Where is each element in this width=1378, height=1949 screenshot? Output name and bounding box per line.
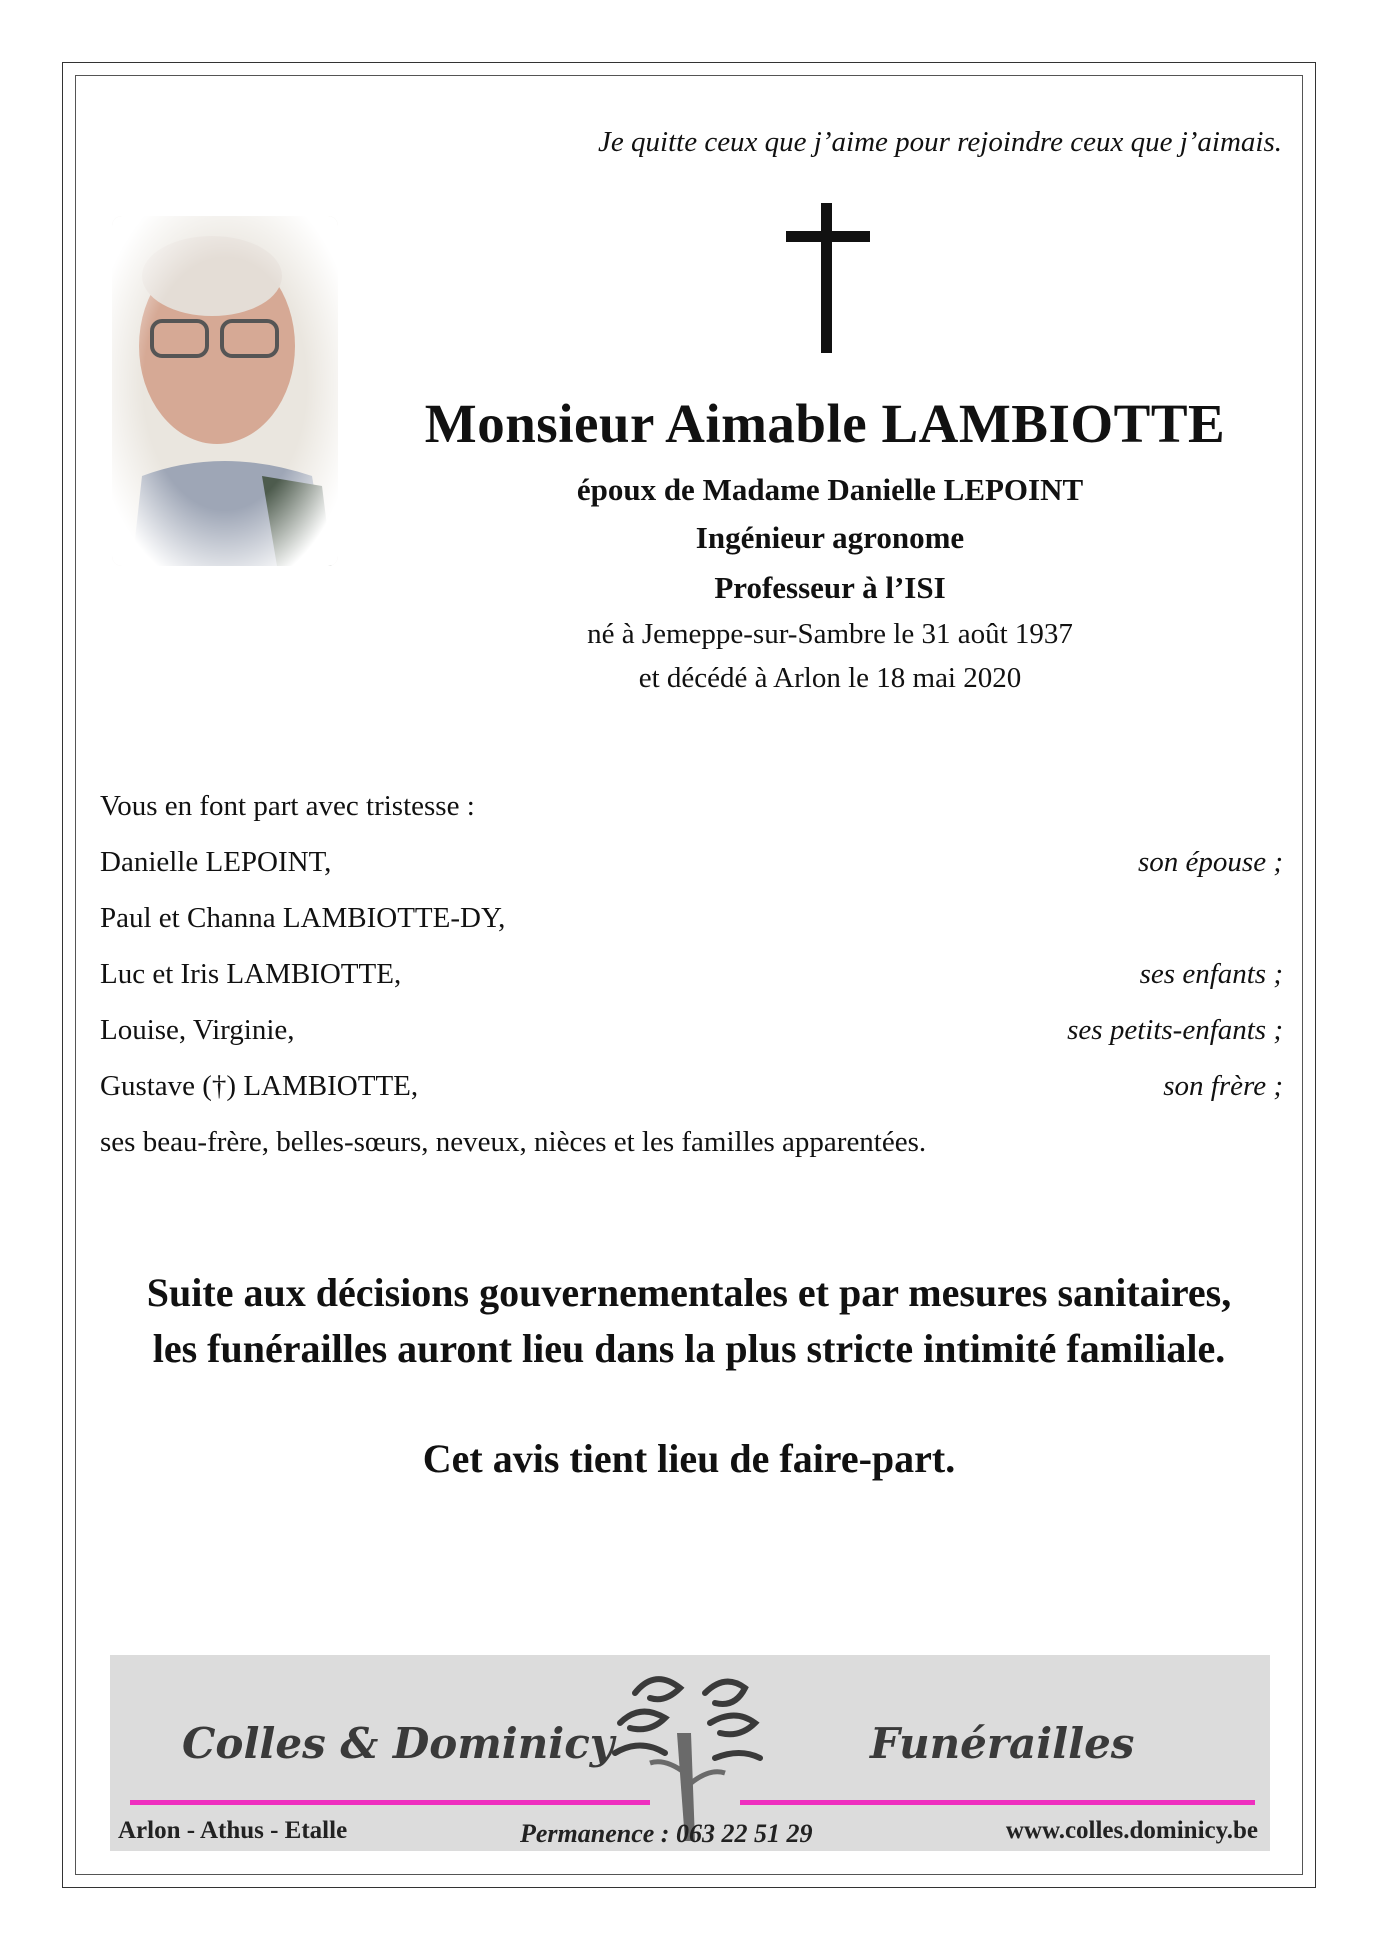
brand-service: Funérailles	[870, 1719, 1135, 1768]
family-intro	[100, 790, 1283, 846]
family-row	[100, 1070, 1283, 1126]
phone-line: Permanence : 063 22 51 29	[520, 1819, 813, 1848]
family-row	[100, 902, 1283, 958]
family-names: Gustave (†) LAMBIOTTE,	[100, 1070, 419, 1102]
profession-line: Ingénieur agronome	[695, 520, 965, 555]
deceased-name: Monsieur Aimable LAMBIOTTE	[424, 393, 1226, 454]
accent-rule-left	[130, 1800, 650, 1805]
locations: Arlon - Athus - Etalle	[118, 1817, 348, 1844]
family-row	[100, 1014, 1283, 1070]
brand-name: Colles & Dominicy	[182, 1719, 615, 1768]
family-row	[100, 958, 1283, 1014]
family-names: Danielle LEPOINT,	[100, 846, 332, 878]
family-relation: ses enfants ;	[1139, 958, 1283, 990]
funeral-notice	[60, 1265, 1318, 1377]
notice-line-2: les funérailles auront lieu dans la plus stricte intimité familiale.	[152, 1326, 1226, 1371]
notice-line-1: Suite aux décisions gouvernementales et par mesures sanitaires,	[146, 1270, 1232, 1315]
family-list	[100, 790, 1283, 1182]
death-line: et décédé à Arlon le 18 mai 2020	[638, 662, 1022, 694]
tree-logo-icon	[595, 1663, 775, 1843]
spouse-line: époux de Madame Danielle LEPOINT	[576, 472, 1084, 507]
cross-icon	[786, 203, 870, 353]
funeral-home-banner	[110, 1655, 1270, 1851]
job-line: Professeur à l’ISI	[714, 570, 946, 605]
birth-line: né à Jemeppe-sur-Sambre le 31 août 1937	[587, 618, 1073, 650]
website-link[interactable]: www.colles.dominicy.be	[1005, 1817, 1258, 1844]
epitaph-quote: Je quitte ceux que j’aime pour rejoindre ceux que j’aimais.	[598, 126, 1282, 158]
family-names: Louise, Virginie,	[100, 1014, 295, 1046]
family-names: Luc et Iris LAMBIOTTE,	[100, 958, 402, 990]
family-row	[100, 846, 1283, 902]
accent-rule-right	[740, 1800, 1255, 1805]
family-relation: ses petits-enfants ;	[1067, 1014, 1283, 1046]
portrait-photo	[112, 216, 338, 566]
family-relation: son épouse ;	[1138, 846, 1283, 878]
notice-line-3: Cet avis tient lieu de faire-part.	[422, 1436, 956, 1481]
family-intro-text: Vous en font part avec tristesse :	[100, 790, 475, 822]
family-closing-text: ses beau-frère, belles-sœurs, neveux, nièces et les familles apparentées.	[100, 1126, 927, 1158]
family-relation: son frère ;	[1163, 1070, 1283, 1102]
family-closing	[100, 1126, 1283, 1182]
family-names: Paul et Channa LAMBIOTTE-DY,	[100, 902, 506, 934]
